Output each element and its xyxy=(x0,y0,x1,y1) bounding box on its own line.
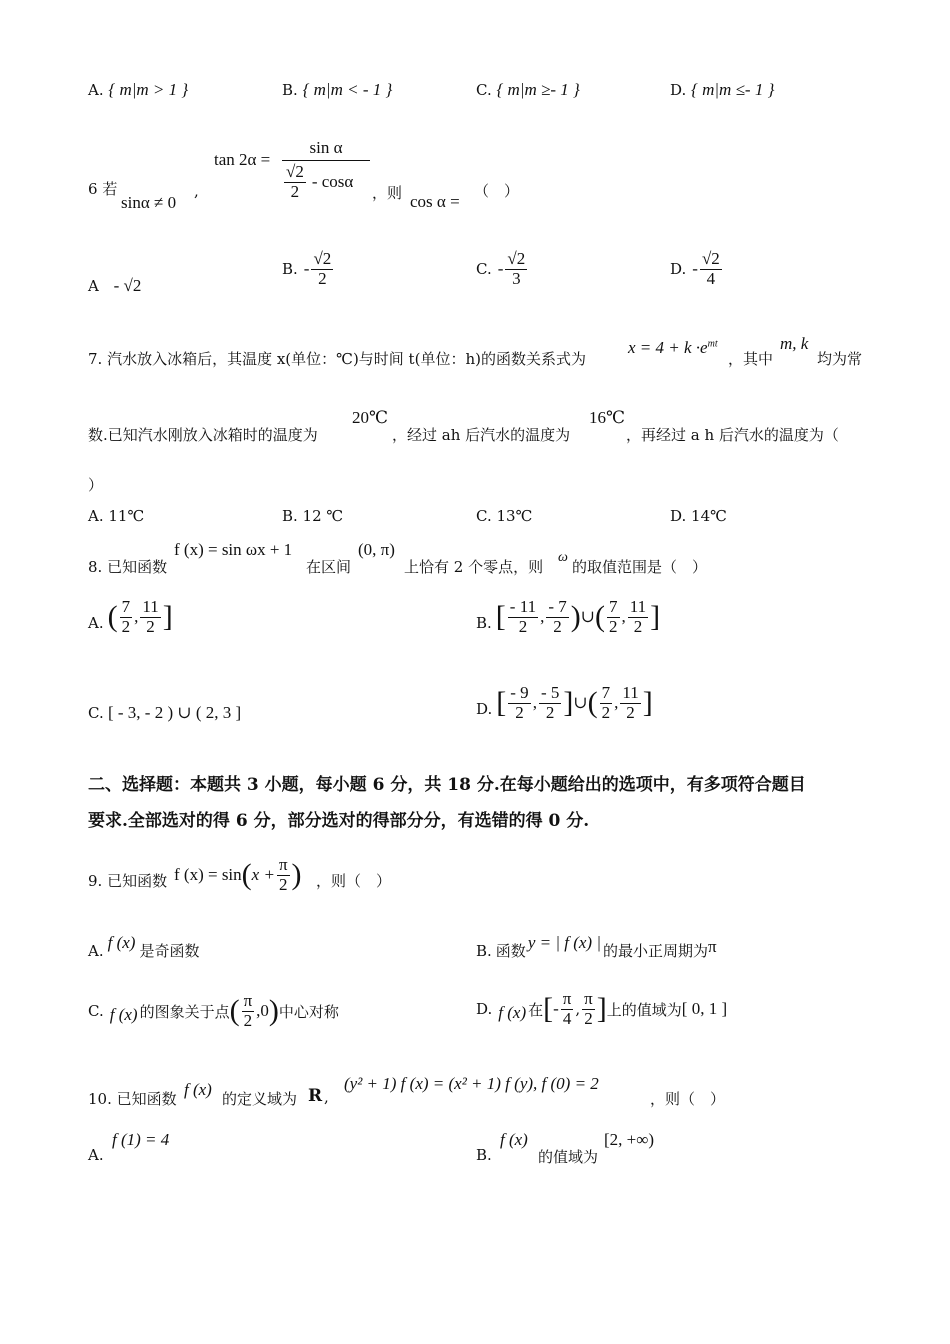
q7-mk: m, k xyxy=(780,334,809,353)
q8-option-a: A. ( $\frac{7}{2}$ , $\frac{11}{2}$ ] xyxy=(88,597,173,636)
sign: - xyxy=(303,259,310,279)
q7-option-d: D. 14℃ xyxy=(670,507,727,525)
sign: - xyxy=(497,259,504,279)
numerator: 11 xyxy=(622,683,639,702)
q9-option-c: C. f (x) 的图象关于点 ( $\frac{\pi}{2}$ ,0 ) 中心对称 xyxy=(88,991,339,1030)
q6-ruo: 若 xyxy=(102,180,118,198)
option-label: D. xyxy=(476,1000,493,1019)
q10-func: f (x) xyxy=(184,1080,212,1099)
q8-pre: 8. 已知函数 xyxy=(88,558,168,576)
q5-option-d xyxy=(670,80,774,100)
denominator: 2 xyxy=(553,616,562,636)
option-pre: 函数 xyxy=(495,942,526,960)
numerator: - 9 xyxy=(510,683,529,702)
option-text: 的最小正周期为 xyxy=(603,942,709,960)
denominator: 2 xyxy=(633,616,643,636)
q10-comma: , xyxy=(324,1088,329,1106)
f-of-x: f (x) xyxy=(109,1005,138,1025)
q10-option-a-label: A. xyxy=(88,1146,104,1164)
numerator: 7 xyxy=(601,683,611,702)
f-of-x: f (x) xyxy=(107,932,136,952)
q6-lhs: tan 2α = xyxy=(214,150,271,169)
option-label: B. xyxy=(282,260,298,279)
denominator: 2 xyxy=(121,616,131,636)
q8-option-c xyxy=(88,703,241,723)
q9-post: ，则（ ） xyxy=(316,872,392,890)
numerator: 11 xyxy=(629,597,647,616)
option-label: A xyxy=(88,277,99,295)
q10-option-b-f: f (x) xyxy=(500,1130,528,1149)
denominator: 2 xyxy=(626,702,635,722)
pi: π xyxy=(708,936,717,956)
denominator: 2 xyxy=(279,874,288,894)
option-value: { m|m ≥- 1 } xyxy=(496,80,580,99)
abs-f: y = | f (x) | xyxy=(527,932,602,952)
option-label: B. xyxy=(282,81,298,99)
numerator: π xyxy=(562,989,572,1008)
q8-option-b: B. [ $\frac{- 11}{2}$ , $\frac{- 7}{2}$ ) ∪ ( $\frac{7}{2}$ , $\frac{11}{2}$ ] xyxy=(476,597,661,636)
q6-option-b xyxy=(282,250,335,288)
option-label: C. xyxy=(88,1002,104,1021)
q10-option-b-range: [2, +∞) xyxy=(604,1130,655,1149)
numerator: - 7 xyxy=(548,597,567,616)
denominator: 2 xyxy=(243,1010,253,1030)
option-label: A. xyxy=(88,941,104,960)
q8-mid: 在区间 xyxy=(306,558,352,576)
q10-option-a: f (1) = 4 xyxy=(112,1130,170,1149)
q10-mid: 的定义域为 xyxy=(222,1090,298,1108)
denominator: 3 xyxy=(512,268,521,288)
question-number: 6 xyxy=(88,180,98,198)
q7-line3: ） xyxy=(88,476,104,494)
denominator: 2 xyxy=(318,268,327,288)
minus-cos: - cosα xyxy=(311,172,354,192)
option-label: D. xyxy=(670,260,687,279)
numerator: 11 xyxy=(142,597,159,616)
q9-func: f (x) = sin ( x + $\frac{\pi}{2}$ ) xyxy=(174,855,302,894)
option-label: D. xyxy=(670,81,687,99)
section2-line1: 二、选择题：本题共 3 小题，每小题 6 分，共 18 分.在每小题给出的选项中，有多项符合题目 xyxy=(88,775,806,795)
option-label: A. xyxy=(88,614,104,633)
denominator: 4 xyxy=(562,1008,572,1028)
q6-fraction-den xyxy=(282,161,370,201)
arg: x + xyxy=(251,865,275,885)
q10-equation: (y² + 1) f (x) = (x² + 1) f (y), f (0) = 2 xyxy=(344,1074,599,1093)
formula-exponent: mt xyxy=(707,338,718,350)
q6-option-c xyxy=(476,250,529,288)
option-text: 的图象关于点 xyxy=(139,1002,230,1021)
option-text: 中心对称 xyxy=(278,1002,339,1021)
q6-cond1: sinα ≠ 0 xyxy=(121,193,177,212)
option-label: B. xyxy=(476,941,492,960)
section2-line2: 要求.全部选对的得 6 分，部分选对的得部分分，有选错的得 0 分. xyxy=(88,811,590,831)
q8-option-d: D. [ $\frac{- 9}{2}$ , $\frac{- 5}{2}$ ] ∪ ( $\frac{7}{2}$ , $\frac{11}{2}$ ] xyxy=(476,683,653,722)
option-text: 在 xyxy=(528,1000,544,1019)
option-text: 是奇函数 xyxy=(139,942,200,960)
option-value: [ - 3, - 2 ) ∪ ( 2, 3 ] xyxy=(107,703,242,722)
q7-line2b: ，经过 ah 后汽水的温度为 xyxy=(392,426,571,444)
q10-option-b-label: B. xyxy=(476,1146,492,1164)
sign: - xyxy=(692,259,698,279)
func-name: f (x) = sin xyxy=(174,865,242,885)
denominator: 2 xyxy=(601,702,611,722)
option-label: A. xyxy=(88,81,104,99)
q8-func: f (x) = sin ωx + 1 xyxy=(174,540,293,559)
q7-temp16: 16℃ xyxy=(589,408,626,427)
sign: - xyxy=(553,999,559,1019)
q6-number xyxy=(88,178,117,199)
q6-option-d xyxy=(670,250,724,288)
formula-base: x = 4 + k ·e xyxy=(628,338,708,357)
numerator: 7 xyxy=(609,597,618,616)
denominator: 2 xyxy=(584,1008,593,1028)
q7-line2c: ，再经过 a h 后汽水的温度为（ xyxy=(626,426,839,444)
option-label: B. xyxy=(476,614,492,633)
q7-option-a: A. 11℃ xyxy=(88,507,145,525)
two: 2 xyxy=(290,181,300,201)
q6-paren: （ ） xyxy=(474,182,520,200)
numerator: - 5 xyxy=(540,683,560,702)
q9-pre: 9. 已知函数 xyxy=(88,872,168,890)
q6-fraction xyxy=(282,138,370,201)
numerator: π xyxy=(278,855,288,874)
option-value: { m|m > 1 } xyxy=(108,80,189,99)
q7-option-b: B. 12 ℃ xyxy=(282,507,344,525)
denominator: 2 xyxy=(518,616,528,636)
sqrt2: √2 xyxy=(286,162,304,181)
denominator: 4 xyxy=(706,268,716,288)
q10-pre: 10. 已知函数 xyxy=(88,1090,177,1108)
q7-formula xyxy=(628,338,718,358)
option-text: 上的值域为 xyxy=(606,1000,682,1019)
option-label: C. xyxy=(88,704,104,722)
denominator: 2 xyxy=(515,702,524,722)
numerator: 7 xyxy=(121,597,131,616)
q10-option-b-text: 的值域为 xyxy=(538,1148,599,1166)
numerator: π xyxy=(243,991,253,1010)
option-value: - √2 xyxy=(113,276,142,295)
q8-omega: ω xyxy=(558,550,568,565)
denominator: 2 xyxy=(545,702,555,722)
point-y: ,0 xyxy=(256,1001,269,1021)
q6-fraction-num: sin α xyxy=(282,138,370,161)
q5-option-b xyxy=(282,80,392,100)
option-label: C. xyxy=(476,81,492,99)
q7-line1a: 7. 汽水放入冰箱后，其温度 x(单位：℃)与时间 t(单位：h)的函数关系式为 xyxy=(88,350,586,368)
q6-ask: cos α = xyxy=(410,192,460,211)
q10-R: R xyxy=(308,1086,323,1106)
q5-option-a xyxy=(88,80,188,100)
numerator: √2 xyxy=(701,249,720,268)
q5-option-c xyxy=(476,80,580,100)
q7-option-c: C. 13℃ xyxy=(476,507,533,525)
q8-interval: (0, π) xyxy=(358,540,395,559)
q6-option-a xyxy=(88,276,141,296)
q7-line1c: 均为常 xyxy=(817,350,863,368)
denominator: 2 xyxy=(609,616,618,636)
q7-line1b: ，其中 xyxy=(728,350,774,368)
numerator: - 11 xyxy=(509,597,537,616)
option-label: D. xyxy=(476,700,493,719)
numerator: π xyxy=(584,989,593,1008)
q7-line2a: 数.已知汽水刚放入冰箱时的温度为 xyxy=(88,426,318,444)
q6-comma: , xyxy=(194,182,199,200)
q6-ze: ，则 xyxy=(372,184,403,202)
f-of-x: f (x) xyxy=(498,1003,527,1023)
denominator: 2 xyxy=(146,616,155,636)
q9-option-d: D. f (x) 在 [ - $\frac{\pi}{4}$ , $\frac{\pi}{2}$ ] 上的值域为 [ 0, 1 ] xyxy=(476,989,728,1028)
numerator: √2 xyxy=(313,249,332,268)
q8-post: 上恰有 2 个零点，则 xyxy=(404,558,544,576)
q10-post: ，则（ ） xyxy=(650,1090,726,1108)
option-value: { m|m ≤- 1 } xyxy=(691,80,775,99)
range: [ 0, 1 ] xyxy=(681,999,728,1019)
q9-option-b xyxy=(476,932,717,961)
q7-temp20: 20℃ xyxy=(352,408,389,427)
option-label: C. xyxy=(476,260,492,279)
option-value: { m|m < - 1 } xyxy=(302,80,393,99)
q8-post2: 的取值范围是（ ） xyxy=(572,558,708,576)
numerator: √2 xyxy=(507,249,526,268)
q9-option-a xyxy=(88,932,200,961)
